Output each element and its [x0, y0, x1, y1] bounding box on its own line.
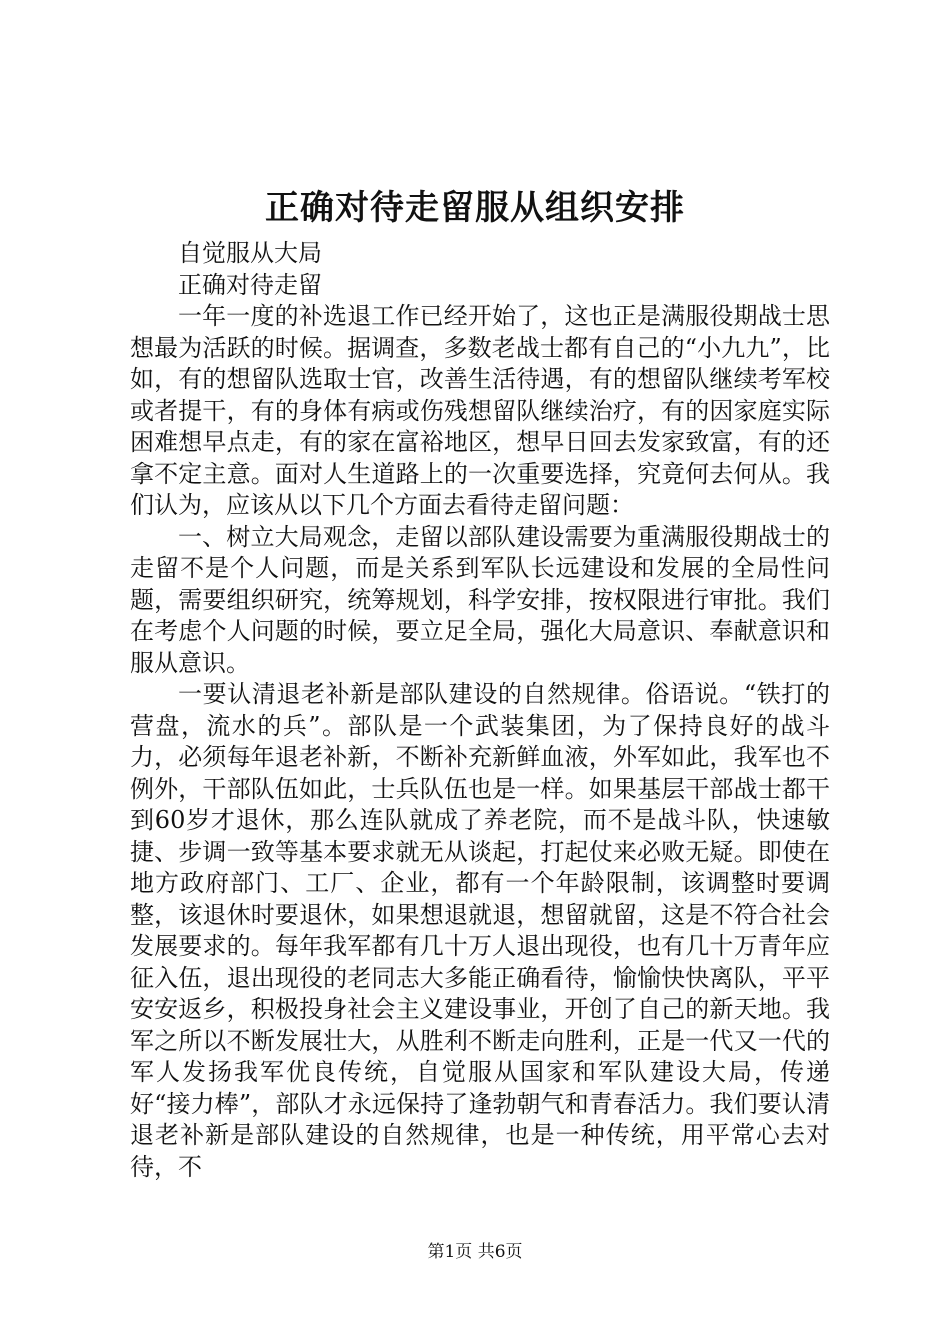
- page-footer: 第1页 共6页: [427, 1242, 523, 1262]
- paragraph-subtitle-1: 自觉服从大局: [178, 239, 322, 267]
- document-body: [130, 238, 830, 1183]
- paragraph-section-1: 一、树立大局观念，走留以部队建设需要为重满服役期战士的走留不是个人问题，而是关系到军队长远建设和发展的全局性问题，需要组织研究，统筹规划，科学安排，按权限进行审批。我们在考虑个人问题的时候，要立足全局，强化大局意识、奉献意识和服从意识。: [130, 522, 830, 677]
- paragraph-subtitle-2: 正确对待走留: [178, 270, 322, 299]
- document-title: 正确对待走留服从组织安排: [265, 188, 685, 228]
- paragraph-intro: 一年一度的补选退工作已经开始了，这也正是满服役期战士思想最为活跃的时候。据调查，多数老战士都有自己的“小九九”，比如，有的想留队选取士官，改善生活待遇，有的想留队继续考军校或者提干，有的身体有病或伤残想留队继续治疗，有的因家庭实际困难想早点走，有的家在富裕地区，想早日回去发家致富，有的还拿不定主意。面对人生道路上的一次重要选择，究竟何去何从。我们认为，应该从以下几个方面去看待走留问题：: [130, 302, 830, 519]
- paragraph-point-1: 一要认清退老补新是部队建设的自然规律。俗语说。“铁打的营盘，流水的兵”。部队是一个武装集团，为了保持良好的战斗力，必须每年退老补新，不断补充新鲜血液，外军如此，我军也不例外，干部队伍如此，士兵队伍也是一样。如果基层干部战士都干到60岁才退休，那么连队就成了养老院，而不是战斗队，快速敏捷、步调一致等基本要求就无从谈起，打起仗来必败无疑。即使在地方政府部门、工厂、企业，都有一个年龄限制，该调整时要调整，该退休时要退休，如果想退就退，想留就留，这是不符合社会发展要求的。每年我军都有几十万人退出现役，也有几十万青年应征入伍，退出现役的老同志大多能正确看待，愉愉快快离队，平平安安返乡，积极投身社会主义建设事业，开创了自己的新天地。我军之所以不断发展壮大，从胜利不断走向胜利，正是一代又一代的军人发扬我军优良传统，自觉服从国家和军队建设大局，传递好“接力棒”，部队才永远保持了逢勃朝气和青春活力。我们要认清退老补新是部队建设的自然规律，也是一种传统，用平常心去对待，不: [130, 680, 830, 1181]
